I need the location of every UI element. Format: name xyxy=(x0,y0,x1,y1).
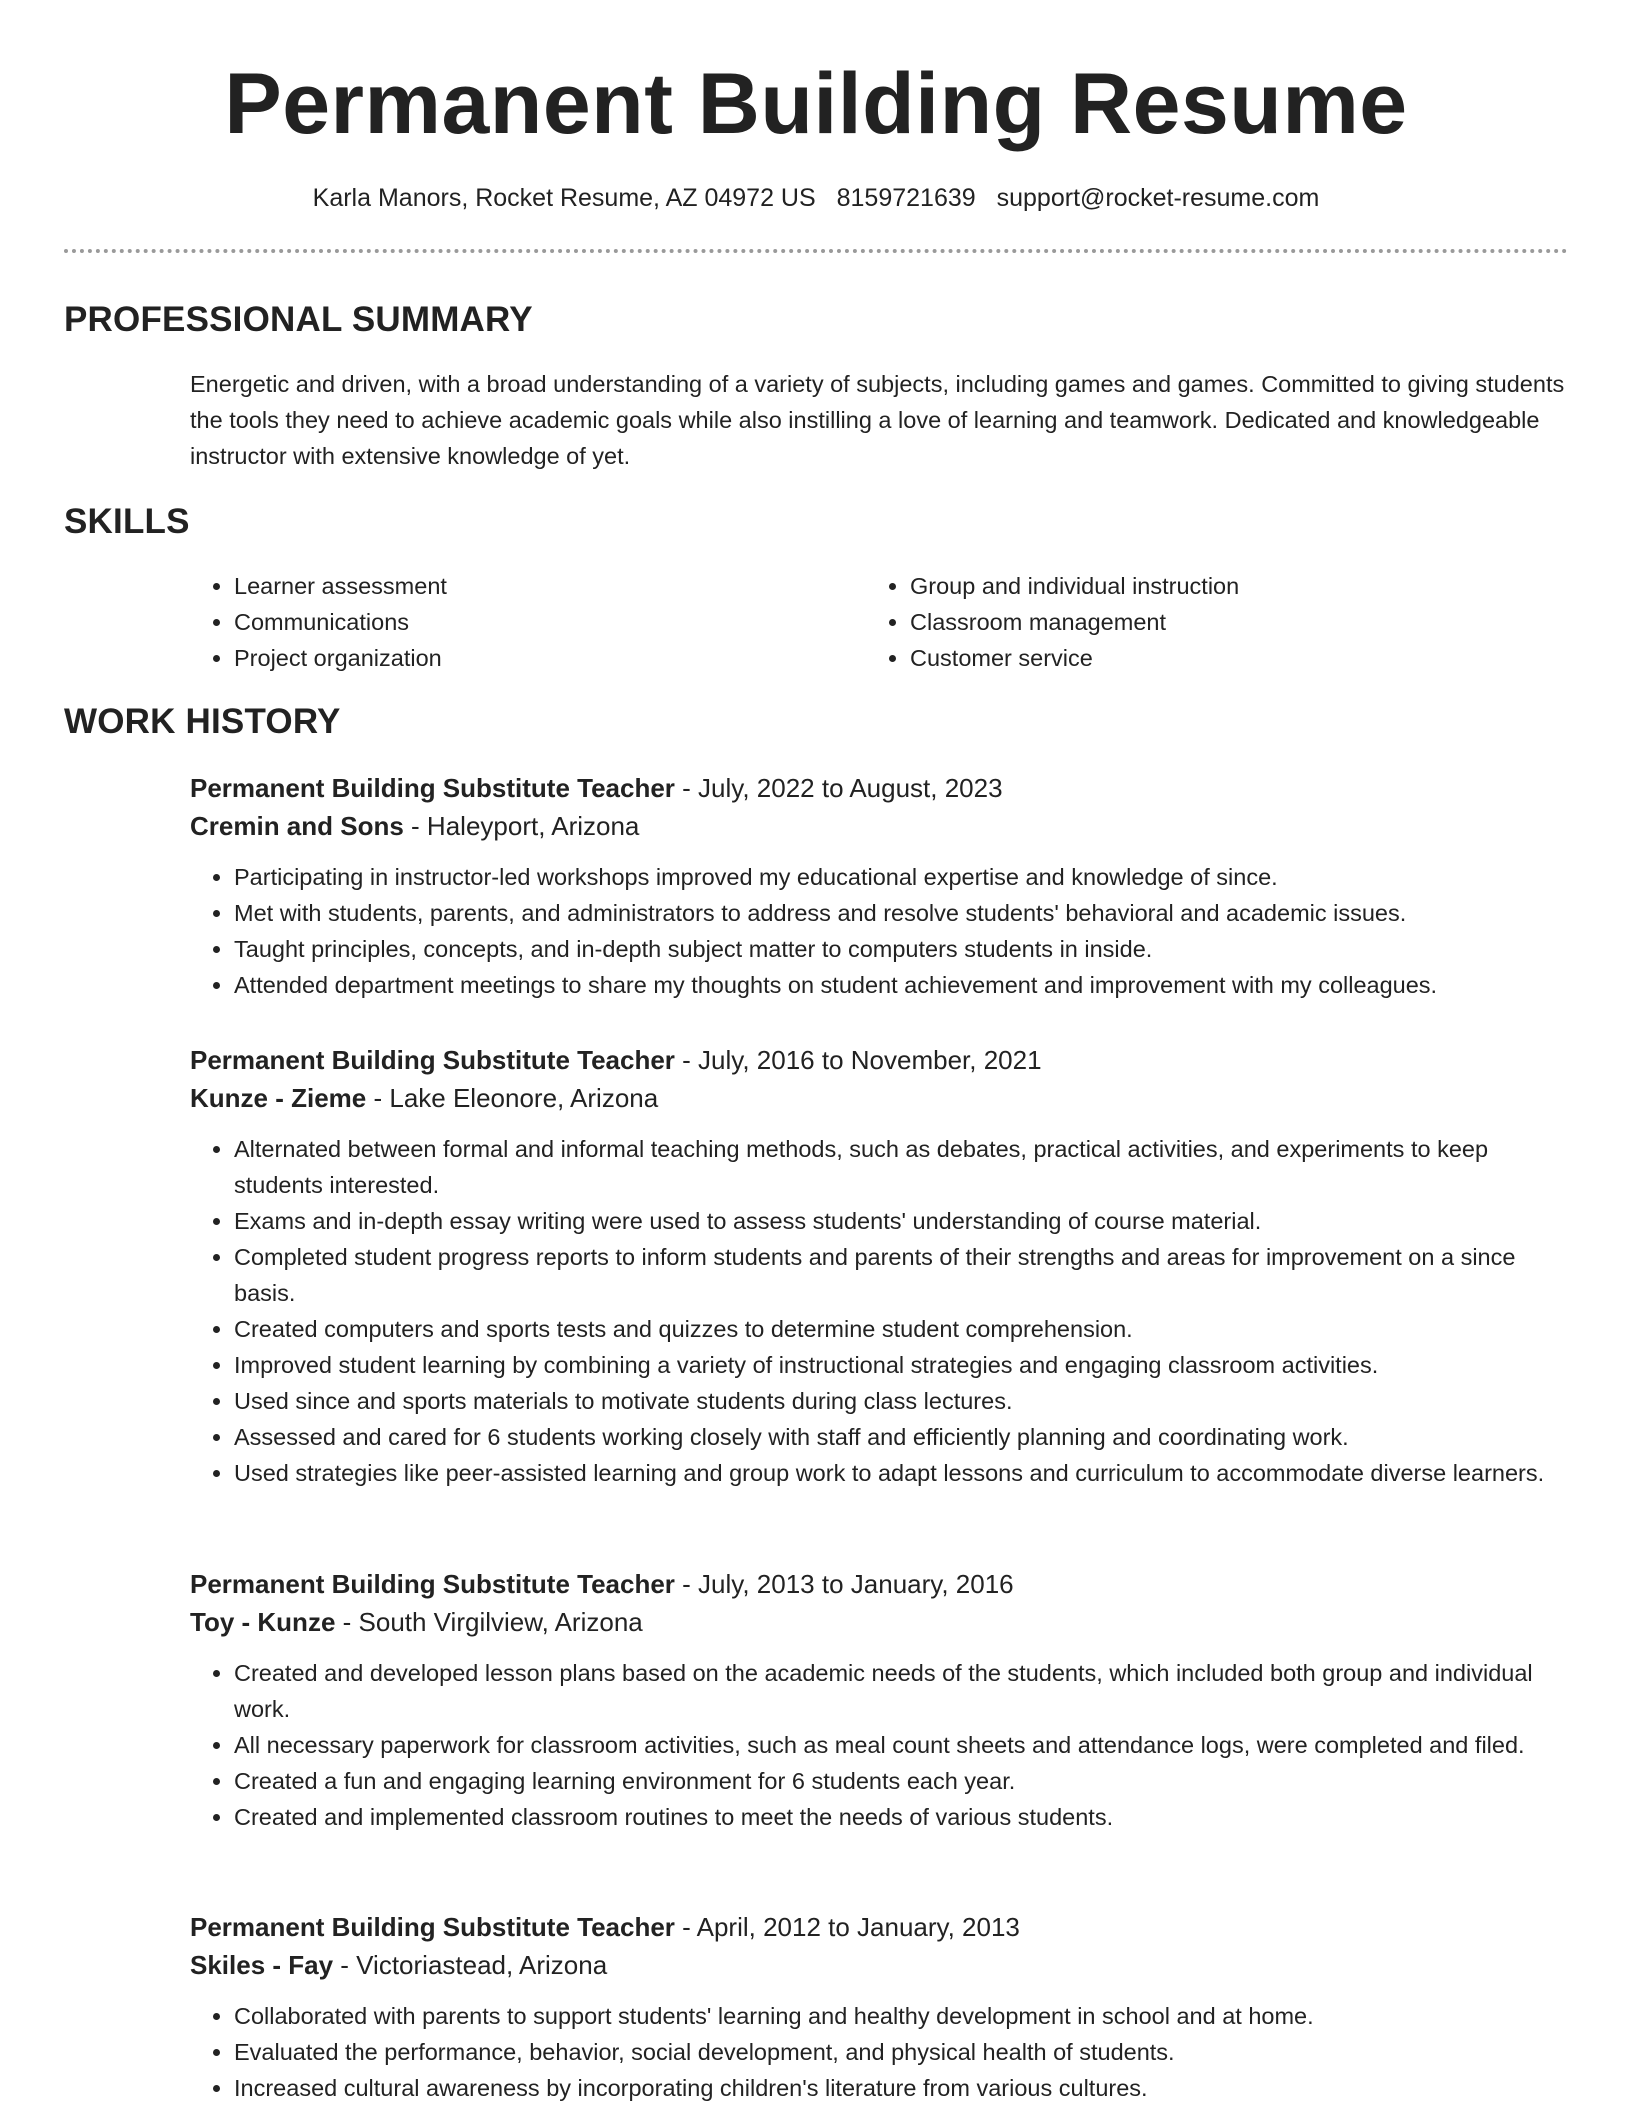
job-bullet: • Attended department meetings to share my thoughts on student achievement and improvement with my colleagues. xyxy=(234,967,1580,1003)
job-location: - Victoriastead, Arizona xyxy=(333,1950,608,1980)
job-bullets xyxy=(190,1998,1580,2106)
job-bullet: • Assessed and cared for 6 students working closely with staff and efficiently planning and coordinating work. xyxy=(234,1419,1580,1455)
job-entry xyxy=(190,1908,1580,2106)
job-bullet: • All necessary paperwork for classroom activities, such as meal count sheets and attendance logs, were completed and filed. xyxy=(234,1727,1580,1763)
job-bullet: • Met with students, parents, and administrators to address and resolve students' behavioral and academic issues. xyxy=(234,895,1580,931)
job-title: Permanent Building Substitute Teacher xyxy=(190,1045,675,1075)
contact-phone: 8159721639 xyxy=(836,184,976,212)
job-bullet: • Participating in instructor-led workshops improved my educational expertise and knowledge of since. xyxy=(234,859,1580,895)
job-title: Permanent Building Substitute Teacher xyxy=(190,1912,675,1942)
job-entry xyxy=(190,1041,1580,1491)
job-bullet: • Exams and in-depth essay writing were used to assess students' understanding of course material. xyxy=(234,1203,1580,1239)
skills-heading: SKILLS xyxy=(64,502,190,541)
skills-list-right xyxy=(866,568,1239,676)
job-company-line xyxy=(190,1079,1580,1117)
job-title-line xyxy=(190,769,1580,807)
summary-heading: PROFESSIONAL SUMMARY xyxy=(64,300,533,339)
work-history-heading: WORK HISTORY xyxy=(64,702,341,741)
skill-item: • Communications xyxy=(234,604,447,640)
job-location: - Lake Eleonore, Arizona xyxy=(366,1083,659,1113)
job-location: - Haleyport, Arizona xyxy=(403,811,640,841)
job-title-line xyxy=(190,1908,1580,1946)
job-bullet: • Alternated between formal and informal teaching methods, such as debates, practical activities, and experiments to keep students interested. xyxy=(234,1131,1580,1203)
job-company-line xyxy=(190,1946,1580,1984)
job-dates: - July, 2013 to January, 2016 xyxy=(674,1569,1014,1599)
job-bullet: • Collaborated with parents to support students' learning and healthy development in school and at home. xyxy=(234,1998,1580,2034)
header-divider xyxy=(64,249,1568,253)
job-title: Permanent Building Substitute Teacher xyxy=(190,1569,675,1599)
job-company: Skiles - Fay xyxy=(190,1950,334,1980)
skill-item: • Project organization xyxy=(234,640,447,676)
skill-item: • Classroom management xyxy=(910,604,1239,640)
job-title: Permanent Building Substitute Teacher xyxy=(190,773,675,803)
resume-title: Permanent Building Resume xyxy=(224,56,1408,152)
contact-email: support@rocket-resume.com xyxy=(996,184,1320,212)
job-entry xyxy=(190,769,1580,1003)
job-company: Cremin and Sons xyxy=(190,811,404,841)
skills-list-left xyxy=(190,568,447,676)
job-bullet: • Used since and sports materials to motivate students during class lectures. xyxy=(234,1383,1580,1419)
contact-line xyxy=(0,180,1632,216)
contact-address: Karla Manors, Rocket Resume, AZ 04972 US xyxy=(312,184,816,212)
job-company-line xyxy=(190,807,1580,845)
job-bullet: • Improved student learning by combining a variety of instructional strategies and engaging classroom activities. xyxy=(234,1347,1580,1383)
job-dates: - April, 2012 to January, 2013 xyxy=(674,1912,1020,1942)
skill-item: • Customer service xyxy=(910,640,1239,676)
job-company-line xyxy=(190,1603,1580,1641)
job-bullet: • Created and developed lesson plans based on the academic needs of the students, which included both group and individual work. xyxy=(234,1655,1580,1727)
job-dates: - July, 2016 to November, 2021 xyxy=(674,1045,1042,1075)
job-company: Toy - Kunze xyxy=(190,1607,336,1637)
job-bullet: • Completed student progress reports to inform students and parents of their strengths and areas for improvement on a since basis. xyxy=(234,1239,1580,1311)
job-bullet: • Increased cultural awareness by incorporating children's literature from various cultures. xyxy=(234,2070,1580,2106)
job-title-line xyxy=(190,1565,1580,1603)
job-bullets xyxy=(190,1131,1580,1491)
skill-item: • Group and individual instruction xyxy=(910,568,1239,604)
job-dates: - July, 2022 to August, 2023 xyxy=(674,773,1003,803)
job-bullets xyxy=(190,1655,1580,1835)
job-location: - South Virgilview, Arizona xyxy=(335,1607,643,1637)
job-bullet: • Used strategies like peer-assisted learning and group work to adapt lessons and curriculum to accommodate diverse learners. xyxy=(234,1455,1580,1491)
job-company: Kunze - Zieme xyxy=(190,1083,367,1113)
job-bullet: • Evaluated the performance, behavior, social development, and physical health of students. xyxy=(234,2034,1580,2070)
job-bullet: • Created and implemented classroom routines to meet the needs of various students. xyxy=(234,1799,1580,1835)
job-bullets xyxy=(190,859,1580,1003)
summary-text: Energetic and driven, with a broad understanding of a variety of subjects, including games and games. Committed to giving students the tools they need to achieve academic goals while also instilling a love of learning and teamwork. Dedicated and knowledgeable instructor with extensive knowledge of yet. xyxy=(190,371,1565,469)
job-title-line xyxy=(190,1041,1580,1079)
job-entry xyxy=(190,1565,1580,1835)
job-bullet: • Taught principles, concepts, and in-depth subject matter to computers students in inside. xyxy=(234,931,1580,967)
job-bullet: • Created a fun and engaging learning environment for 6 students each year. xyxy=(234,1763,1580,1799)
job-bullet: • Created computers and sports tests and quizzes to determine student comprehension. xyxy=(234,1311,1580,1347)
skill-item: • Learner assessment xyxy=(234,568,447,604)
